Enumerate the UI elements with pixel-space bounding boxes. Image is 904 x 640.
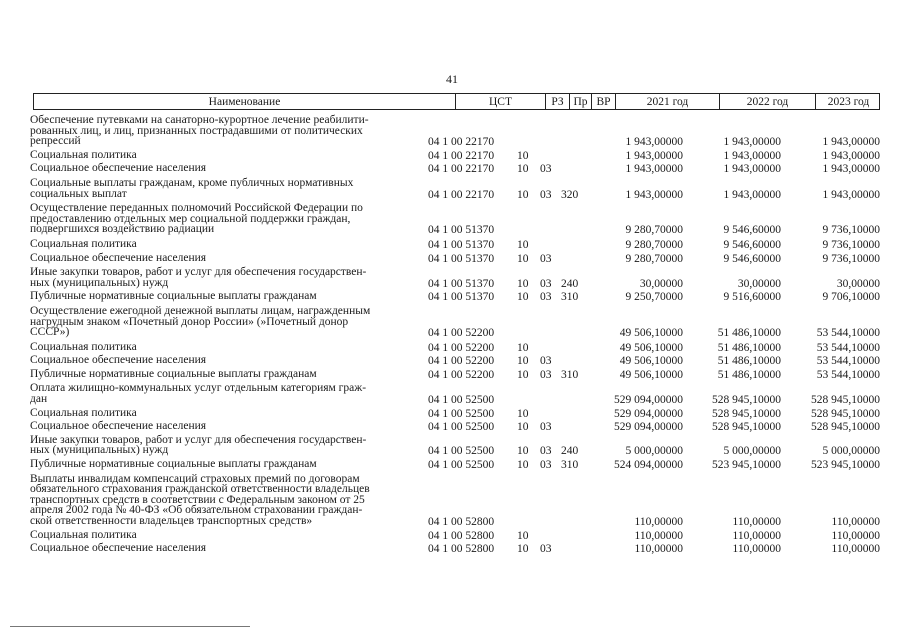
row-pr: 03	[540, 252, 552, 265]
table-row	[30, 542, 886, 554]
row-2023: 53 544,10000	[816, 368, 880, 381]
row-name: Социальная политика	[30, 340, 137, 353]
row-code: 04 1 00 52500	[428, 407, 495, 420]
header-name: Наименование	[208, 96, 281, 108]
row-name: Выплаты инвалидам компенсаций страховых премий по договорам обязательного страхования гражданской ответственности владельцев транспортных средств в соответствии с Федеральным законом от 25 апреля 2002 года № 40-ФЗ «Об обязательном страховании граждан- ской ответственности владельцев транспортных средств»	[30, 472, 370, 527]
row-2023: 1 943,00000	[822, 188, 880, 201]
row-2022: 110,00000	[732, 543, 781, 556]
row-2023: 9 706,10000	[822, 291, 880, 304]
row-2021: 49 506,10000	[619, 355, 683, 368]
row-2021: 30,00000	[639, 277, 683, 290]
row-rz: 10	[517, 355, 529, 368]
row-vr: 310	[561, 291, 579, 304]
row-2022: 51 486,10000	[717, 327, 781, 340]
row-code: 04 1 00 51370	[428, 277, 495, 290]
table-row	[30, 238, 886, 250]
row-rz: 10	[517, 445, 529, 458]
row-code: 04 1 00 52800	[428, 543, 495, 556]
row-code: 04 1 00 51370	[428, 238, 495, 251]
header-2023: 2023 год	[815, 94, 881, 109]
row-2022: 110,00000	[732, 516, 781, 528]
table-row	[30, 473, 886, 527]
table-row	[30, 290, 886, 302]
row-code: 04 1 00 52800	[428, 529, 495, 542]
header-2022: 2022 год	[719, 94, 815, 109]
row-rz: 10	[517, 341, 529, 354]
row-2022: 528 945,10000	[712, 394, 781, 407]
row-pr: 03	[540, 459, 552, 472]
row-name: Социальное обеспечение населения	[30, 542, 207, 555]
table-row	[30, 458, 886, 470]
row-pr: 03	[540, 368, 552, 381]
table-row	[30, 252, 886, 264]
row-code: 04 1 00 52200	[428, 368, 495, 381]
row-2022: 1 943,00000	[723, 163, 781, 176]
row-2022: 110,00000	[732, 529, 781, 542]
row-pr: 03	[540, 277, 552, 290]
row-2022: 1 943,00000	[723, 149, 781, 162]
table-row	[30, 368, 886, 380]
row-2021: 1 943,00000	[625, 163, 683, 176]
row-2023: 30,00000	[836, 277, 880, 290]
header-vr: ВР	[591, 94, 615, 109]
row-code: 04 1 00 22170	[428, 163, 495, 176]
table-row	[30, 434, 886, 456]
row-name: Оплата жилищно-коммунальных услуг отдельным категориям граж- дан	[30, 382, 367, 406]
row-2023: 53 544,10000	[816, 355, 880, 368]
row-name: Социальное обеспечение населения	[30, 420, 207, 433]
page-bottom-rule	[10, 626, 250, 627]
row-rz: 10	[517, 238, 529, 251]
row-name: Социальные выплаты гражданам, кроме публичных нормативных социальных выплат	[30, 176, 354, 200]
row-vr: 240	[561, 445, 579, 458]
row-pr: 03	[540, 445, 552, 458]
row-2021: 529 094,00000	[614, 394, 683, 407]
row-2023: 1 943,00000	[822, 149, 880, 162]
row-2023: 53 544,10000	[816, 341, 880, 354]
table-row	[30, 354, 886, 366]
row-2023: 110,00000	[831, 543, 880, 556]
table-body	[30, 112, 886, 554]
row-pr: 03	[540, 188, 552, 201]
row-2022: 528 945,10000	[712, 407, 781, 420]
row-2021: 1 943,00000	[625, 149, 683, 162]
row-rz: 10	[517, 421, 529, 434]
row-name: Публичные нормативные социальные выплаты гражданам	[30, 290, 317, 303]
row-vr: 310	[561, 459, 579, 472]
row-2021: 529 094,00000	[614, 421, 683, 434]
row-name: Публичные нормативные социальные выплаты гражданам	[30, 367, 317, 380]
row-rz: 10	[517, 291, 529, 304]
table-row	[30, 305, 886, 338]
row-2023: 9 736,10000	[822, 252, 880, 265]
table-row	[30, 341, 886, 353]
row-2023: 1 943,00000	[822, 136, 880, 149]
row-2021: 110,00000	[634, 543, 683, 556]
row-2023: 9 736,10000	[822, 238, 880, 251]
table-row	[30, 420, 886, 432]
row-2023: 110,00000	[831, 529, 880, 542]
row-rz: 10	[517, 163, 529, 176]
row-code: 04 1 00 52200	[428, 327, 495, 340]
row-2021: 529 094,00000	[614, 407, 683, 420]
row-2022: 51 486,10000	[717, 368, 781, 381]
row-code: 04 1 00 52500	[428, 421, 495, 434]
row-2023: 9 736,10000	[822, 224, 880, 237]
row-2022: 9 546,60000	[723, 252, 781, 265]
row-2022: 30,00000	[737, 277, 781, 290]
row-2022: 1 943,00000	[723, 188, 781, 201]
row-name: Социальная политика	[30, 148, 137, 161]
row-name: Публичные нормативные социальные выплаты гражданам	[30, 458, 317, 471]
row-code: 04 1 00 52800	[428, 516, 495, 528]
row-2022: 9 546,60000	[723, 238, 781, 251]
row-2022: 1 943,00000	[723, 136, 781, 149]
row-name: Социальное обеспечение населения	[30, 162, 207, 175]
row-2023: 523 945,10000	[811, 459, 880, 472]
row-2022: 528 945,10000	[712, 421, 781, 434]
row-2022: 523 945,10000	[712, 459, 781, 472]
table-row	[30, 529, 886, 541]
row-code: 04 1 00 51370	[428, 291, 495, 304]
row-code: 04 1 00 22170	[428, 136, 495, 149]
row-2022: 5 000,00000	[723, 445, 781, 458]
row-2022: 9 546,60000	[723, 224, 781, 237]
row-2023: 528 945,10000	[811, 407, 880, 420]
row-2023: 53 544,10000	[816, 327, 880, 340]
row-pr: 03	[540, 421, 552, 434]
row-2021: 1 943,00000	[625, 136, 683, 149]
row-code: 04 1 00 52500	[428, 445, 495, 458]
row-2022: 51 486,10000	[717, 341, 781, 354]
row-2021: 9 250,70000	[625, 291, 683, 304]
row-rz: 10	[517, 368, 529, 381]
row-code: 04 1 00 52200	[428, 355, 495, 368]
row-2021: 9 280,70000	[625, 224, 683, 237]
row-2021: 110,00000	[634, 529, 683, 542]
row-rz: 10	[517, 149, 529, 162]
row-vr: 310	[561, 368, 579, 381]
row-code: 04 1 00 52500	[428, 459, 495, 472]
row-rz: 10	[517, 407, 529, 420]
row-code: 04 1 00 51370	[428, 224, 495, 237]
row-code: 04 1 00 51370	[428, 252, 495, 265]
row-2023: 1 943,00000	[822, 163, 880, 176]
header-code: ЦСТ	[455, 94, 545, 109]
table-row	[30, 382, 886, 407]
row-rz: 10	[517, 277, 529, 290]
row-rz: 10	[517, 459, 529, 472]
row-name: Иные закупки товаров, работ и услуг для обеспечения государствен- ных (муниципальных) нужд	[30, 433, 367, 457]
row-name: Обеспечение путевками на санаторно-курортное лечение реабилити- рованных лиц, и лиц, признанных пострадавшими от политических репрессий	[30, 114, 369, 148]
header-pr: Пр	[569, 94, 591, 109]
row-2021: 49 506,10000	[619, 368, 683, 381]
table-row	[30, 202, 886, 235]
row-2021: 49 506,10000	[619, 327, 683, 340]
row-code: 04 1 00 22170	[428, 188, 495, 201]
row-2021: 524 094,00000	[614, 459, 683, 472]
table-row	[30, 266, 886, 288]
row-pr: 03	[540, 355, 552, 368]
row-2023: 5 000,00000	[822, 445, 880, 458]
row-pr: 03	[540, 163, 552, 176]
row-2023: 528 945,10000	[811, 394, 880, 407]
row-name: Осуществление ежегодной денежной выплаты лицам, награжденным нагрудным знаком «Почетный донор России» (»Почетный донор СССР»)	[30, 304, 371, 339]
table-row	[30, 149, 886, 161]
table-row	[30, 162, 886, 174]
table-row	[30, 114, 886, 147]
row-rz: 10	[517, 188, 529, 201]
row-rz: 10	[517, 543, 529, 556]
row-name: Социальная политика	[30, 406, 137, 419]
row-2022: 51 486,10000	[717, 355, 781, 368]
row-name: Социальная политика	[30, 237, 137, 250]
row-vr: 320	[561, 188, 579, 201]
table-row	[30, 407, 886, 419]
row-name: Иные закупки товаров, работ и услуг для обеспечения государствен- ных (муниципальных) нужд	[30, 266, 367, 289]
row-2021: 5 000,00000	[625, 445, 683, 458]
row-name: Социальное обеспечение населения	[30, 354, 207, 367]
page-number: 41	[446, 72, 458, 86]
row-vr: 240	[561, 277, 579, 290]
row-2021: 9 280,70000	[625, 238, 683, 251]
row-pr: 03	[540, 543, 552, 556]
row-name: Социальная политика	[30, 528, 137, 541]
row-code: 04 1 00 52500	[428, 394, 495, 407]
row-2021: 49 506,10000	[619, 341, 683, 354]
row-2023: 110,00000	[831, 516, 880, 528]
row-code: 04 1 00 52200	[428, 341, 495, 354]
row-name: Социальное обеспечение населения	[30, 251, 207, 264]
table-header	[33, 93, 880, 110]
table-row	[30, 177, 886, 199]
row-rz: 10	[517, 252, 529, 265]
row-name: Осуществление переданных полномочий Российской Федерации по предоставлению отдельных мер социальной поддержки граждан, подвергшихся воздействию радиации	[30, 202, 363, 236]
row-2021: 9 280,70000	[625, 252, 683, 265]
header-2021: 2021 год	[615, 94, 719, 109]
row-code: 04 1 00 22170	[428, 149, 495, 162]
row-2023: 528 945,10000	[811, 421, 880, 434]
row-rz: 10	[517, 529, 529, 542]
row-2021: 110,00000	[634, 516, 683, 528]
header-rz: РЗ	[545, 94, 569, 109]
row-2022: 9 516,60000	[723, 291, 781, 304]
row-2021: 1 943,00000	[625, 188, 683, 201]
row-pr: 03	[540, 291, 552, 304]
